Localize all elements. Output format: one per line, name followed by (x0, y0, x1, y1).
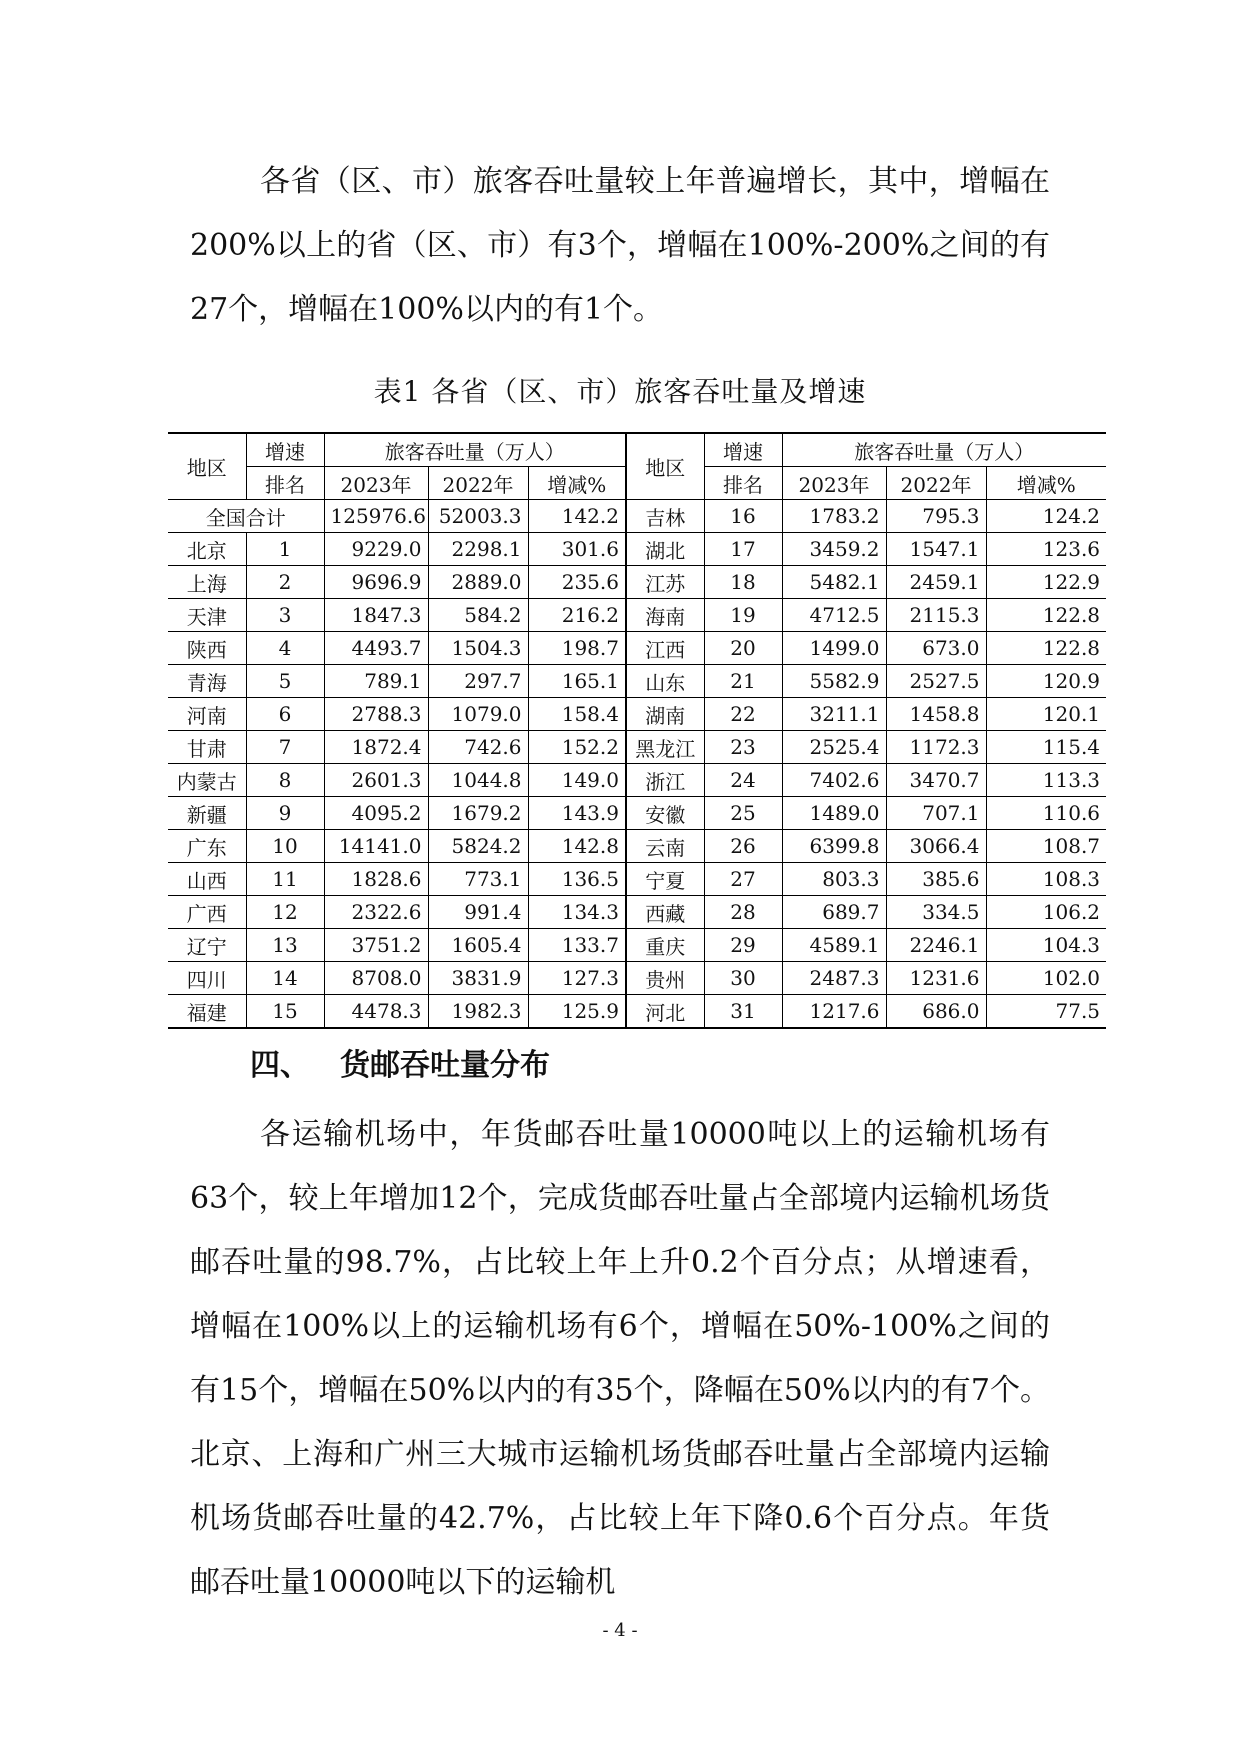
header-2023-right: 2023年 (782, 467, 886, 500)
total-label: 全国合计 (168, 500, 324, 533)
cell-change: 127.3 (528, 962, 626, 995)
cell-2023: 1828.6 (324, 863, 428, 896)
cell-change: 122.8 (986, 599, 1106, 632)
table-row (168, 731, 1106, 764)
table-row (168, 764, 1106, 797)
cell-region: 陕西 (168, 632, 246, 665)
cell-rank: 1 (246, 533, 324, 566)
cell-region: 浙江 (626, 764, 704, 797)
table-row (168, 698, 1106, 731)
cell-rank: 24 (704, 764, 782, 797)
cell-change: 124.2 (986, 500, 1106, 533)
cell-region: 湖北 (626, 533, 704, 566)
cell-2022: 1547.1 (886, 533, 986, 566)
cell-change: 104.3 (986, 929, 1106, 962)
cell-rank: 7 (246, 731, 324, 764)
cell-2023: 2525.4 (782, 731, 886, 764)
cell-2023: 4478.3 (324, 995, 428, 1029)
cell-2023: 803.3 (782, 863, 886, 896)
cell-rank: 4 (246, 632, 324, 665)
cell-2023: 2788.3 (324, 698, 428, 731)
cell-rank: 31 (704, 995, 782, 1029)
cell-2022: 673.0 (886, 632, 986, 665)
cell-change: 120.1 (986, 698, 1106, 731)
cell-change: 122.9 (986, 566, 1106, 599)
cell-2023: 2601.3 (324, 764, 428, 797)
cell-2022: 686.0 (886, 995, 986, 1029)
cell-rank: 20 (704, 632, 782, 665)
section-number: 四、 (250, 1048, 310, 1083)
cell-rank: 29 (704, 929, 782, 962)
cell-rank: 18 (704, 566, 782, 599)
cell-2023: 789.1 (324, 665, 428, 698)
header-rank-bottom: 排名 (246, 467, 324, 500)
cell-change: 143.9 (528, 797, 626, 830)
cell-2022: 991.4 (428, 896, 528, 929)
cell-region: 宁夏 (626, 863, 704, 896)
cell-2023: 1217.6 (782, 995, 886, 1029)
cell-region: 海南 (626, 599, 704, 632)
cell-rank: 14 (246, 962, 324, 995)
cell-2023: 14141.0 (324, 830, 428, 863)
cell-2023: 2487.3 (782, 962, 886, 995)
cell-rank: 16 (704, 500, 782, 533)
cell-region: 云南 (626, 830, 704, 863)
cell-2022: 707.1 (886, 797, 986, 830)
header-2022: 2022年 (428, 467, 528, 500)
cell-change: 120.9 (986, 665, 1106, 698)
cell-2023: 125976.6 (324, 500, 428, 533)
table-row (168, 995, 1106, 1029)
cell-rank: 6 (246, 698, 324, 731)
section-heading (250, 1040, 550, 1084)
cell-rank: 28 (704, 896, 782, 929)
section-title: 货邮吞吐量分布 (340, 1048, 550, 1083)
cell-region: 山东 (626, 665, 704, 698)
cell-change: 133.7 (528, 929, 626, 962)
cell-region: 新疆 (168, 797, 246, 830)
cell-2023: 6399.8 (782, 830, 886, 863)
cell-2022: 2115.3 (886, 599, 986, 632)
cell-change: 165.1 (528, 665, 626, 698)
cell-2022: 3470.7 (886, 764, 986, 797)
cell-2023: 4712.5 (782, 599, 886, 632)
cell-region: 河北 (626, 995, 704, 1029)
cell-change: 216.2 (528, 599, 626, 632)
cell-2022: 2527.5 (886, 665, 986, 698)
cell-2022: 2298.1 (428, 533, 528, 566)
cell-change: 198.7 (528, 632, 626, 665)
cell-rank: 23 (704, 731, 782, 764)
cell-2022: 1504.3 (428, 632, 528, 665)
cell-2022: 773.1 (428, 863, 528, 896)
table-row (168, 665, 1106, 698)
cell-rank: 12 (246, 896, 324, 929)
cell-rank: 5 (246, 665, 324, 698)
cell-rank: 11 (246, 863, 324, 896)
cell-2023: 3211.1 (782, 698, 886, 731)
intro-paragraph: 各省（区、市）旅客吞吐量较上年普遍增长，其中，增幅在200%以上的省（区、市）有3个，增幅在100%-200%之间的有27个，增幅在100%以内的有1个。 (190, 164, 1050, 327)
cell-region: 江西 (626, 632, 704, 665)
table-row (168, 632, 1106, 665)
cell-region: 江苏 (626, 566, 704, 599)
cell-change: 134.3 (528, 896, 626, 929)
cell-rank: 22 (704, 698, 782, 731)
cell-2023: 5482.1 (782, 566, 886, 599)
page-number: - 4 - (602, 1620, 638, 1641)
header-region-right: 地区 (626, 433, 704, 500)
table-caption: 表1 各省（区、市）旅客吞吐量及增速 (373, 375, 867, 408)
cell-region: 黑龙江 (626, 731, 704, 764)
cell-rank: 30 (704, 962, 782, 995)
cell-region: 吉林 (626, 500, 704, 533)
cell-2022: 1044.8 (428, 764, 528, 797)
header-rank-bottom-right: 排名 (704, 467, 782, 500)
cell-2022: 5824.2 (428, 830, 528, 863)
cell-change: 115.4 (986, 731, 1106, 764)
cell-2022: 2459.1 (886, 566, 986, 599)
cell-region: 福建 (168, 995, 246, 1029)
cell-rank: 25 (704, 797, 782, 830)
cell-2023: 5582.9 (782, 665, 886, 698)
cell-change: 77.5 (986, 995, 1106, 1029)
cell-change: 106.2 (986, 896, 1106, 929)
cell-change: 108.7 (986, 830, 1106, 863)
cell-region: 天津 (168, 599, 246, 632)
table-row (168, 566, 1106, 599)
cell-2022: 742.6 (428, 731, 528, 764)
cell-2022: 584.2 (428, 599, 528, 632)
table-row (168, 830, 1106, 863)
cell-region: 广西 (168, 896, 246, 929)
cell-2023: 1489.0 (782, 797, 886, 830)
cell-region: 西藏 (626, 896, 704, 929)
table-row (168, 599, 1106, 632)
cell-rank: 26 (704, 830, 782, 863)
cell-2022: 1458.8 (886, 698, 986, 731)
cell-2023: 1783.2 (782, 500, 886, 533)
table-row (168, 797, 1106, 830)
cell-rank: 2 (246, 566, 324, 599)
cell-change: 113.3 (986, 764, 1106, 797)
cell-change: 102.0 (986, 962, 1106, 995)
cell-change: 158.4 (528, 698, 626, 731)
cell-region: 重庆 (626, 929, 704, 962)
cell-change: 136.5 (528, 863, 626, 896)
header-passenger-group-right: 旅客吞吐量（万人） (782, 433, 1106, 467)
cell-region: 山西 (168, 863, 246, 896)
cell-change: 301.6 (528, 533, 626, 566)
cell-2022: 385.6 (886, 863, 986, 896)
header-region: 地区 (168, 433, 246, 500)
cell-2022: 1079.0 (428, 698, 528, 731)
cell-region: 辽宁 (168, 929, 246, 962)
cell-2022: 795.3 (886, 500, 986, 533)
cell-region: 青海 (168, 665, 246, 698)
header-change: 增减% (528, 467, 626, 500)
cell-rank: 15 (246, 995, 324, 1029)
cell-2022: 1231.6 (886, 962, 986, 995)
table-row (168, 962, 1106, 995)
cell-change: 149.0 (528, 764, 626, 797)
cell-2022: 2889.0 (428, 566, 528, 599)
cell-2023: 3459.2 (782, 533, 886, 566)
cell-change: 108.3 (986, 863, 1106, 896)
cell-change: 125.9 (528, 995, 626, 1029)
cargo-paragraph: 各运输机场中，年货邮吞吐量10000吨以上的运输机场有63个，较上年增加12个，完成货邮吞吐量占全部境内运输机场货邮吞吐量的98.7%，占比较上年上升0.2个百分点；从增速看，增幅在100%以上的运输机场有6个，增幅在50%-100%之间的有15个，增幅在50%以内的有35个，降幅在50%以内的有7个。北京、上海和广州三大城市运输机场货邮吞吐量占全部境内运输机场货邮吞吐量的42.7%，占比较上年下降0.6个百分点。年货邮吞吐量10000吨以下的运输机 (190, 1117, 1050, 1600)
table-row (168, 929, 1106, 962)
cell-region: 广东 (168, 830, 246, 863)
cell-2023: 1499.0 (782, 632, 886, 665)
cell-region: 河南 (168, 698, 246, 731)
cell-2023: 9696.9 (324, 566, 428, 599)
table-row (168, 896, 1106, 929)
cell-rank: 10 (246, 830, 324, 863)
cell-2022: 3831.9 (428, 962, 528, 995)
cell-2022: 334.5 (886, 896, 986, 929)
cell-rank: 3 (246, 599, 324, 632)
table-row (168, 500, 1106, 533)
cell-change: 123.6 (986, 533, 1106, 566)
header-2023: 2023年 (324, 467, 428, 500)
cell-2022: 52003.3 (428, 500, 528, 533)
cell-rank: 21 (704, 665, 782, 698)
cell-rank: 8 (246, 764, 324, 797)
cell-2023: 9229.0 (324, 533, 428, 566)
province-passenger-table (168, 432, 1106, 1029)
cell-2022: 297.7 (428, 665, 528, 698)
cell-2022: 1982.3 (428, 995, 528, 1029)
cell-2022: 3066.4 (886, 830, 986, 863)
cell-rank: 19 (704, 599, 782, 632)
cell-2023: 2322.6 (324, 896, 428, 929)
cell-2022: 1605.4 (428, 929, 528, 962)
cell-rank: 17 (704, 533, 782, 566)
cell-2023: 1847.3 (324, 599, 428, 632)
cell-region: 内蒙古 (168, 764, 246, 797)
cell-region: 上海 (168, 566, 246, 599)
cell-change: 152.2 (528, 731, 626, 764)
cell-2023: 689.7 (782, 896, 886, 929)
cell-2023: 1872.4 (324, 731, 428, 764)
cell-change: 142.8 (528, 830, 626, 863)
header-2022-right: 2022年 (886, 467, 986, 500)
cell-2023: 4493.7 (324, 632, 428, 665)
header-rank-top-right: 增速 (704, 433, 782, 467)
cell-change: 142.2 (528, 500, 626, 533)
cell-rank: 9 (246, 797, 324, 830)
table-row (168, 533, 1106, 566)
cell-rank: 27 (704, 863, 782, 896)
cell-2023: 4095.2 (324, 797, 428, 830)
cell-region: 四川 (168, 962, 246, 995)
header-change-right: 增减% (986, 467, 1106, 500)
cell-region: 北京 (168, 533, 246, 566)
cell-2023: 8708.0 (324, 962, 428, 995)
cell-region: 湖南 (626, 698, 704, 731)
cell-change: 235.6 (528, 566, 626, 599)
cell-2022: 1679.2 (428, 797, 528, 830)
header-row-1 (168, 433, 1106, 467)
cell-region: 甘肃 (168, 731, 246, 764)
cell-change: 110.6 (986, 797, 1106, 830)
cell-region: 贵州 (626, 962, 704, 995)
table-row (168, 863, 1106, 896)
cell-2022: 1172.3 (886, 731, 986, 764)
header-rank-top: 增速 (246, 433, 324, 467)
cell-2022: 2246.1 (886, 929, 986, 962)
cell-region: 安徽 (626, 797, 704, 830)
cell-2023: 4589.1 (782, 929, 886, 962)
cell-rank: 13 (246, 929, 324, 962)
cell-2023: 3751.2 (324, 929, 428, 962)
header-passenger-group: 旅客吞吐量（万人） (324, 433, 626, 467)
cell-change: 122.8 (986, 632, 1106, 665)
cell-2023: 7402.6 (782, 764, 886, 797)
